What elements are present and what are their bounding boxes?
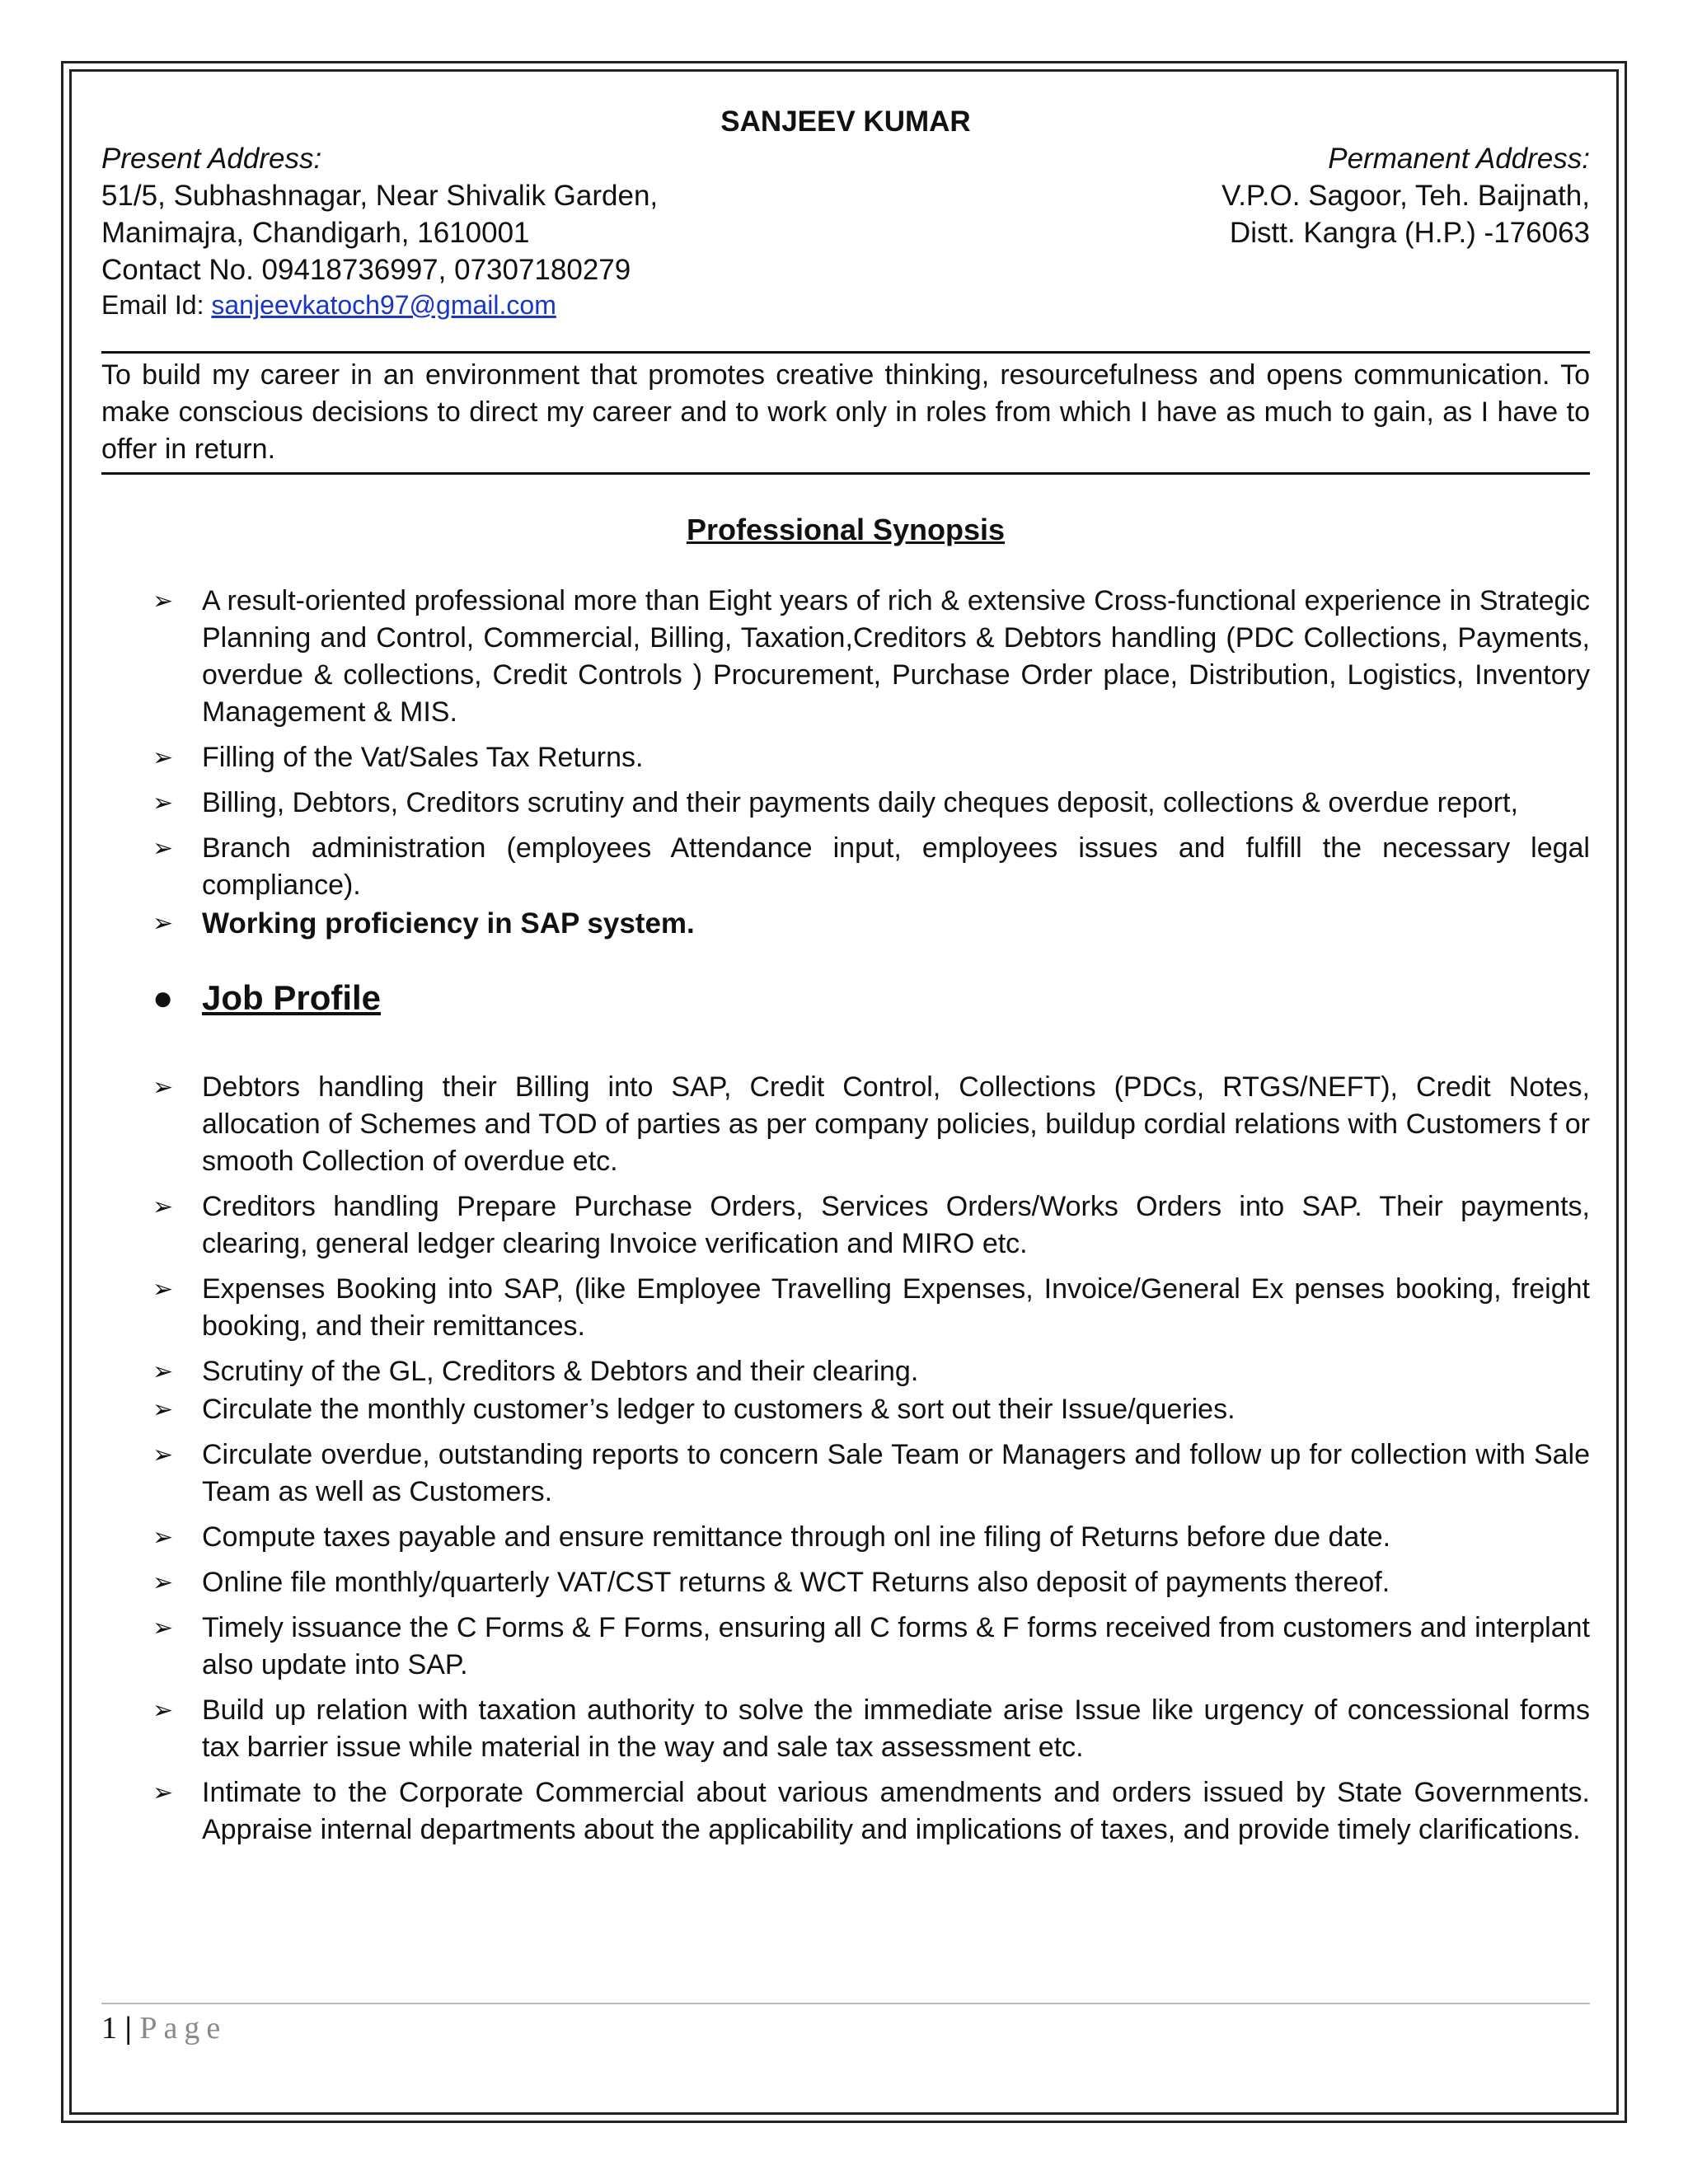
arrow-bullet-icon: ➢ [152, 1697, 174, 1724]
list-item-text: Filling of the Vat/Sales Tax Returns. [202, 742, 644, 773]
list-item-text: Circulate the monthly customer’s ledger to customers & sort out their Issue/queries. [202, 1394, 1236, 1425]
list-item [101, 583, 1590, 731]
present-address [101, 140, 658, 321]
footer-separator: | [124, 2011, 132, 2046]
list-item-text: Online file monthly/quarterly VAT/CST returns & WCT Returns also deposit of payments thereof. [202, 1567, 1390, 1598]
arrow-bullet-icon: ➢ [152, 1441, 174, 1469]
list-item [101, 1564, 1590, 1601]
list-item-text: Compute taxes payable and ensure remittance through onl ine filing of Returns before due date. [202, 1521, 1391, 1553]
candidate-name: SANJEEV KUMAR [720, 105, 971, 138]
arrow-bullet-icon: ➢ [152, 1358, 174, 1385]
footer-divider [101, 2003, 1590, 2004]
list-item-text: Intimate to the Corporate Commercial about various amendments and orders issued by State Governments. Appraise internal departments about the applicability and implications of taxes, and provide timely clarifications. [202, 1777, 1590, 1845]
arrow-bullet-icon: ➢ [152, 910, 174, 937]
list-item-text: Timely issuance the C Forms & F Forms, ensuring all C forms & F forms received from customers and interplant also update into SAP. [202, 1612, 1590, 1680]
arrow-bullet-icon: ➢ [152, 1524, 174, 1551]
section-heading-job-profile [101, 975, 1590, 1021]
arrow-bullet-icon: ➢ [152, 1074, 174, 1101]
page-footer [101, 2009, 227, 2047]
list-item-text: Scrutiny of the GL, Creditors & Debtors and their clearing. [202, 1356, 919, 1387]
arrow-bullet-icon: ➢ [152, 744, 174, 771]
list-item [101, 785, 1590, 822]
list-item [101, 1436, 1590, 1511]
list-item-text: Branch administration (employees Attendance input, employees issues and fulfill the necessary legal compliance). [202, 832, 1590, 901]
email-row [101, 288, 658, 321]
list-item-text: A result-oriented professional more than Eight years of rich & extensive Cross-functional experience in Strategic Planning and Control, Commercial, Billing, Taxation,Creditors & Debtors handling (PDC Collections, Payments, overdue & collections, Credit Controls ) Procurement, Purchase Order place, Distribution, Logistics, Inventory Management & MIS. [202, 585, 1590, 728]
email-label: Email Id: [101, 290, 212, 320]
page-number: 1 [101, 2011, 117, 2046]
resume-content [101, 103, 1590, 1857]
synopsis-list [101, 583, 1590, 942]
address-block [101, 140, 1590, 321]
arrow-bullet-icon: ➢ [152, 1276, 174, 1303]
arrow-bullet-icon: ➢ [152, 588, 174, 615]
permanent-address-line: Distt. Kangra (H.P.) -176063 [1229, 217, 1590, 249]
section-heading-professional-synopsis: Professional Synopsis [686, 513, 1006, 546]
list-item-text: Billing, Debtors, Creditors scrutiny and their payments daily cheques deposit, collections & overdue report, [202, 787, 1518, 818]
arrow-bullet-icon: ➢ [152, 1615, 174, 1642]
list-item-text: Expenses Booking into SAP, (like Employee Travelling Expenses, Invoice/General Ex penses booking, freight booking, and their remittances. [202, 1273, 1590, 1342]
present-address-line: 51/5, Subhashnagar, Near Shivalik Garden, [101, 180, 659, 212]
job-profile-title: Job Profile [202, 978, 382, 1017]
list-item [101, 905, 1590, 942]
list-item [101, 1188, 1590, 1263]
list-item-text: Circulate overdue, outstanding reports to concern Sale Team or Managers and follow up for collection with Sale Team as well as Customers. [202, 1439, 1590, 1507]
list-item [101, 1692, 1590, 1766]
list-item [101, 1610, 1590, 1684]
list-item [101, 739, 1590, 776]
present-address-label: Present Address: [101, 143, 322, 175]
arrow-bullet-icon: ➢ [152, 1193, 174, 1221]
round-bullet-icon: ● [152, 978, 174, 1017]
list-item [101, 830, 1590, 904]
contact-number: Contact No. 09418736997, 07307180279 [101, 254, 631, 286]
permanent-address-label: Permanent Address: [1328, 143, 1590, 175]
arrow-bullet-icon: ➢ [152, 835, 174, 862]
arrow-bullet-icon: ➢ [152, 1396, 174, 1423]
page-word: Page [139, 2011, 227, 2046]
job-profile-list [101, 1069, 1590, 1849]
list-item [101, 1271, 1590, 1345]
list-item-text: Debtors handling their Billing into SAP, Credit Control, Collections (PDCs, RTGS/NEFT), Credit Notes, allocation of Schemes and TOD of parties as per company policies, buildup cordial relations with Customers f or smooth Collection of overdue etc. [202, 1071, 1590, 1177]
career-objective: To build my career in an environment that promotes creative thinking, resourcefulness and opens communication. To make conscious decisions to direct my career and to work only in roles from which I have as much to gain, as I have to offer in return. [101, 351, 1590, 475]
list-item-text: Working proficiency in SAP system. [202, 907, 695, 940]
list-item [101, 1069, 1590, 1180]
list-item-text: Build up relation with taxation authority to solve the immediate arise Issue like urgency of concessional forms tax barrier issue while material in the way and sale tax assessment etc. [202, 1694, 1590, 1763]
arrow-bullet-icon: ➢ [152, 1779, 174, 1807]
email-link[interactable]: sanjeevkatoch97@gmail.com [211, 290, 556, 320]
present-address-line: Manimajra, Chandigarh, 1610001 [101, 217, 530, 249]
permanent-address [1221, 140, 1590, 321]
list-item [101, 1353, 1590, 1390]
list-item [101, 1519, 1590, 1556]
arrow-bullet-icon: ➢ [152, 790, 174, 817]
arrow-bullet-icon: ➢ [152, 1569, 174, 1596]
list-item [101, 1391, 1590, 1428]
permanent-address-line: V.P.O. Sagoor, Teh. Baijnath, [1221, 180, 1590, 212]
list-item-text: Creditors handling Prepare Purchase Orders, Services Orders/Works Orders into SAP. Their payments, clearing, general ledger clearing Invoice verification and MIRO etc. [202, 1191, 1590, 1259]
list-item [101, 1774, 1590, 1849]
